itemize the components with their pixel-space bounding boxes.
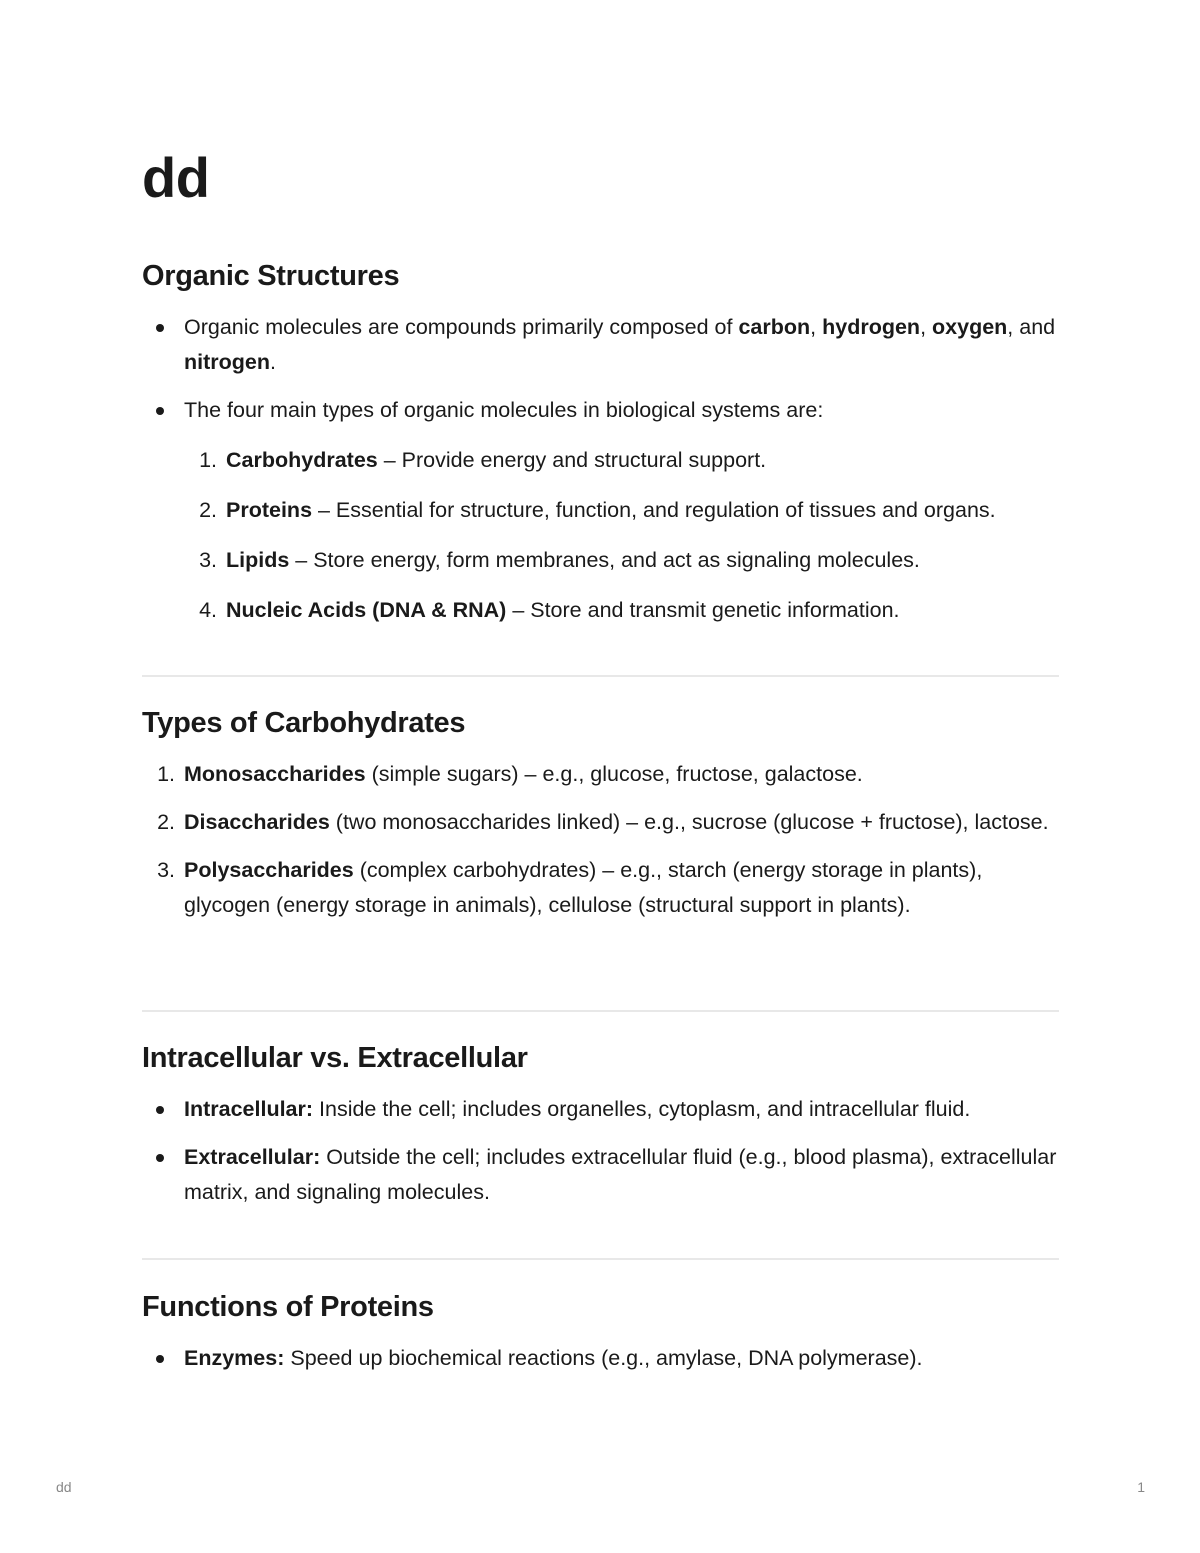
section-heading: Organic Structures — [142, 260, 400, 292]
section-organic-structures — [142, 256, 1059, 628]
list-item: 2. Disaccharides (two monosaccharides linked) – e.g., sucrose (glucose + fructose), lactose. — [157, 810, 1049, 834]
section-heading: Intracellular vs. Extracellular — [142, 1042, 528, 1074]
divider — [142, 1258, 1059, 1260]
list-item: Extracellular: Outside the cell; includes extracellular fluid (e.g., blood plasma), extracellular matrix, and signaling molecules. — [142, 1140, 1059, 1210]
bullet-icon — [156, 1106, 164, 1114]
bullet-icon — [156, 1355, 164, 1363]
list-item: 1. Monosaccharides (simple sugars) – e.g., glucose, fructose, galactose. — [157, 762, 863, 786]
section-heading: Types of Carbohydrates — [142, 707, 466, 739]
list-item: 4. Nucleic Acids (DNA & RNA) – Store and transmit genetic information. — [199, 598, 900, 622]
section-types-of-carbohydrates — [142, 703, 1059, 923]
divider — [142, 1010, 1059, 1012]
bullet-list — [142, 1341, 1059, 1376]
list-item: Enzymes: Speed up biochemical reactions (e.g., amylase, DNA polymerase). — [142, 1341, 1059, 1376]
bullet-icon — [156, 324, 164, 332]
section-heading: Functions of Proteins — [142, 1291, 434, 1323]
list-item: The four main types of organic molecules in biological systems are: 1. Carbohydrates – Provide energy and structural support. 2. Proteins – Essential for structure, function, and regulation of tissues and organs. 3. Lipids – Store energy, form membranes, and act as signaling molecules. 4. Nucleic Acids (DNA & RNA) – Store and transmit genetic information. — [142, 393, 1059, 628]
bullet-list — [142, 1092, 1059, 1210]
numbered-list — [142, 757, 1059, 923]
list-item: Intracellular: Inside the cell; includes organelles, cytoplasm, and intracellular fluid. — [142, 1092, 1059, 1127]
list-item: Organic molecules are compounds primarily composed of carbon, hydrogen, oxygen, and nitrogen. — [142, 310, 1059, 380]
list-item: 2. Proteins – Essential for structure, function, and regulation of tissues and organs. — [199, 498, 996, 522]
bullet-icon — [156, 407, 164, 415]
section-intracellular-vs-extracellular — [142, 1038, 1059, 1210]
numbered-list — [184, 443, 1059, 628]
bullet-icon — [156, 1154, 164, 1162]
list-item: 1. Carbohydrates – Provide energy and structural support. — [199, 448, 767, 472]
list-item: 3. Polysaccharides (complex carbohydrates) – e.g., starch (energy storage in plants), glycogen (energy storage in animals), cellulose (structural support in plants). — [157, 858, 983, 917]
bullet-list — [142, 310, 1059, 628]
divider — [142, 675, 1059, 677]
footer-document-name: dd — [56, 1479, 72, 1495]
page-title: dd — [142, 146, 210, 209]
footer-page-number: 1 — [1137, 1479, 1145, 1495]
list-item: 3. Lipids – Store energy, form membranes, and act as signaling molecules. — [199, 548, 920, 572]
section-functions-of-proteins — [142, 1287, 1059, 1376]
